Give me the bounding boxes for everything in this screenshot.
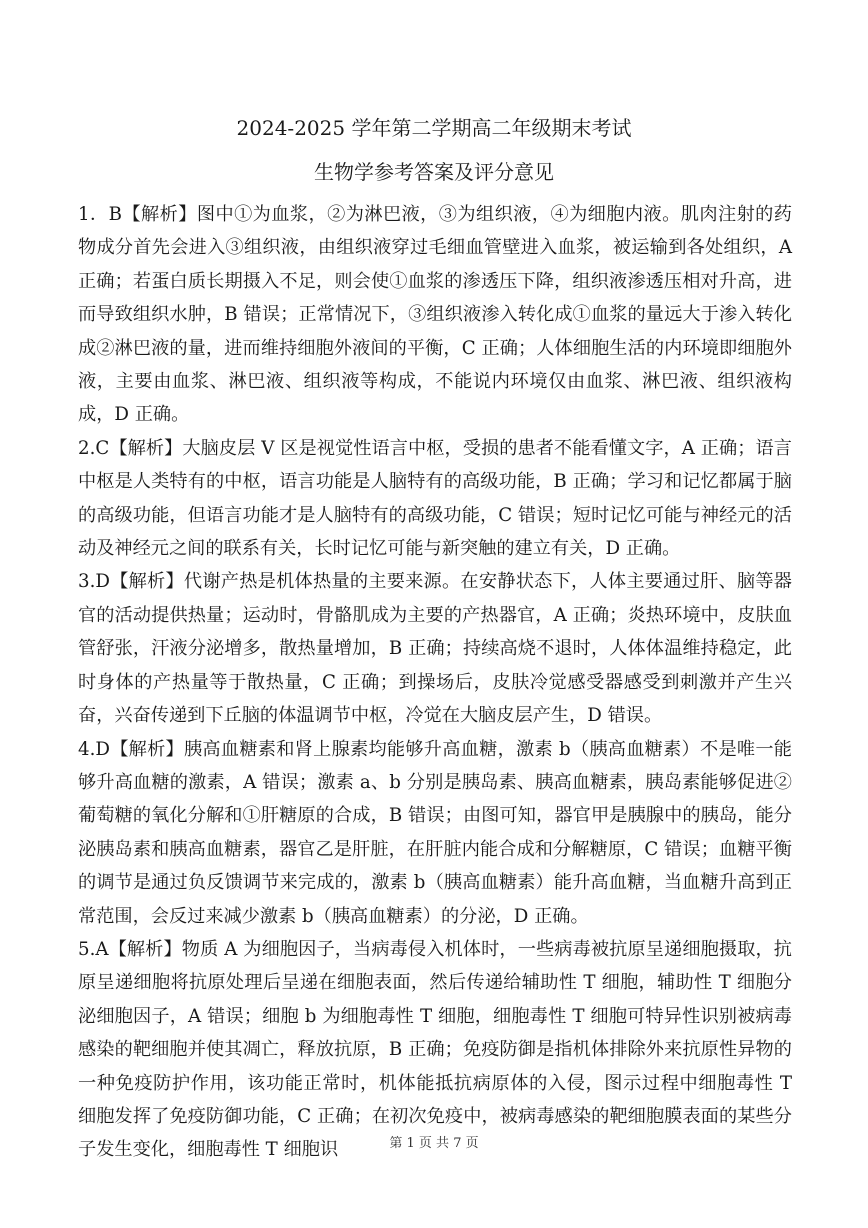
answer-list	[78, 198, 792, 1167]
page-title: 2024-2025 学年第二学期高二年级期末考试	[236, 116, 632, 140]
answer-lead: 4.D【解析】	[78, 738, 184, 760]
answer-text: 图中①为血浆，②为淋巴液，③为组织液，④为细胞内液。肌肉注射的药物成分首先会进入③组织液，由组织液穿过毛细血管壁进入血浆，被运输到各处组织，A 正确；若蛋白质长期摄入不足，则会使①血浆的渗透压下降，组织液渗透压相对升高，进而导致组织水肿，B 错误；正常情况下，③组织液渗入转化成①血浆的量远大于渗入转化成②淋巴液的量，进而维持细胞外液间的平衡，C 正确；人体细胞生活的内环境即细胞外液，主要由血浆、淋巴液、组织液等构成，不能说内环境仅由血浆、淋巴液、组织液构成，D 正确。	[78, 204, 792, 426]
answer-item-5	[78, 933, 792, 1167]
answer-text: 物质 A 为细胞因子，当病毒侵入机体时，一些病毒被抗原呈递细胞摄取，抗原呈递细胞将抗原处理后呈递在细胞表面，然后传递给辅助性 T 细胞，辅助性 T 细胞分泌细胞因子，A 错误；细胞 b 为细胞毒性 T 细胞，细胞毒性 T 细胞可特异性识别被病毒感染的靶细胞并使其凋亡，释放抗原，B 正确；免疫防御是指机体排除外来抗原性异物的一种免疫防护作用，该功能正常时，机体能抵抗病原体的入侵，图示过程中细胞毒性 T 细胞发挥了免疫防御功能，C 正确；在初次免疫中，被病毒感染的靶细胞膜表面的某些分子发生变化，细胞毒性 T 细胞识	[78, 938, 792, 1161]
answer-item-1	[78, 198, 792, 432]
page-subtitle: 生物学参考答案及评分意见	[314, 160, 554, 184]
answer-text: 大脑皮层 V 区是视觉性语言中枢，受损的患者不能看懂文字，A 正确；语言中枢是人类特有的中枢，语言功能是人脑特有的高级功能，B 正确；学习和记忆都属于脑的高级功能，但语言功能才是人脑特有的高级功能，C 错误；短时记忆可能与神经元的活动及神经元之间的联系有关，长时记忆可能与新突触的建立有关，D 正确。	[78, 437, 792, 560]
answer-lead: 1．B【解析】	[78, 204, 197, 225]
answer-item-2	[78, 432, 792, 566]
answer-item-4	[78, 733, 792, 933]
answer-lead: 2.C【解析】	[78, 437, 183, 459]
answer-item-3	[78, 565, 792, 732]
answer-lead: 5.A【解析】	[78, 938, 182, 960]
answer-lead: 3.D【解析】	[78, 571, 184, 593]
page-footer: 第 1 页 共 7 页	[389, 1136, 479, 1151]
answer-text: 代谢产热是机体热量的主要来源。在安静状态下，人体主要通过肝、脑等器官的活动提供热量；运动时，骨骼肌成为主要的产热器官，A 正确；炎热环境中，皮肤血管舒张，汗液分泌增多，散热量增加，B 正确；持续高烧不退时，人体体温维持稳定，此时身体的产热量等于散热量，C 正确；到操场后，皮肤冷觉感受器感受到刺激并产生兴奋，兴奋传递到下丘脑的体温调节中枢，冷觉在大脑皮层产生，D 错误。	[78, 571, 792, 727]
answer-text: 胰高血糖素和肾上腺素均能够升高血糖，激素 b（胰高血糖素）不是唯一能够升高血糖的激素，A 错误；激素 a、b 分别是胰岛素、胰高血糖素，胰岛素能够促进②葡萄糖的氧化分解和①肝糖原的合成，B 错误；由图可知，器官甲是胰腺中的胰岛，能分泌胰岛素和胰高血糖素，器官乙是肝脏，在肝脏内能合成和分解糖原，C 错误；血糖平衡的调节是通过负反馈调节来完成的，激素 b（胰高血糖素）能升高血糖，当血糖升高到正常范围，会反过来减少激素 b（胰高血糖素）的分泌，D 正确。	[78, 738, 792, 927]
